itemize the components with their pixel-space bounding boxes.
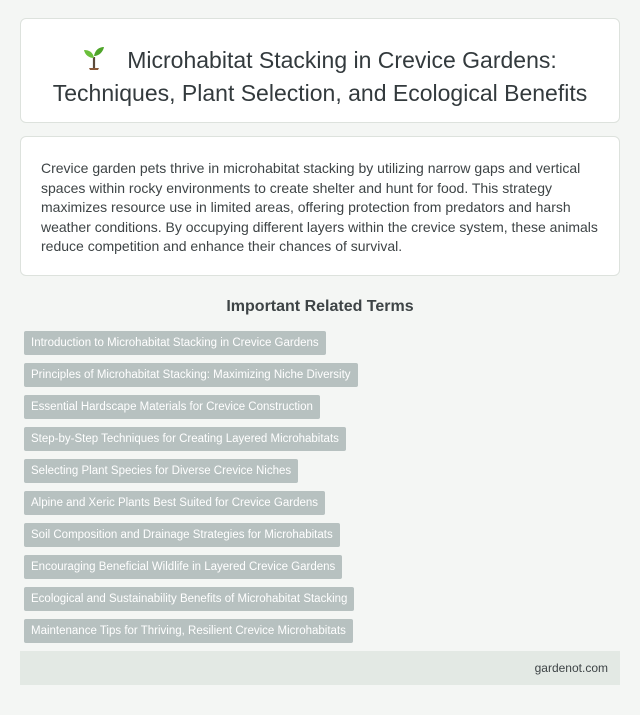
related-terms-heading: Important Related Terms — [226, 298, 414, 315]
sprout-icon — [83, 46, 105, 78]
related-term-tag[interactable]: Introduction to Microhabitat Stacking in Crevice Gardens — [24, 331, 326, 355]
related-term-tag[interactable]: Ecological and Sustainability Benefits of Microhabitat Stacking — [24, 587, 354, 611]
footer-site-link[interactable]: gardenot.com — [534, 661, 608, 675]
footer — [20, 651, 620, 685]
summary-card — [20, 136, 620, 276]
related-term-tag[interactable]: Essential Hardscape Materials for Crevice Construction — [24, 395, 320, 419]
related-term-tag[interactable]: Maintenance Tips for Thriving, Resilient Crevice Microhabitats — [24, 619, 353, 643]
related-terms-list — [20, 331, 620, 643]
related-term-tag[interactable]: Soil Composition and Drainage Strategies for Microhabitats — [24, 523, 340, 547]
related-term-tag[interactable]: Step-by-Step Techniques for Creating Layered Microhabitats — [24, 427, 346, 451]
related-term-tag[interactable]: Alpine and Xeric Plants Best Suited for Crevice Gardens — [24, 491, 325, 515]
page-title — [45, 45, 595, 109]
related-term-tag[interactable]: Principles of Microhabitat Stacking: Maximizing Niche Diversity — [24, 363, 358, 387]
related-term-tag[interactable]: Selecting Plant Species for Diverse Crevice Niches — [24, 459, 298, 483]
title-card — [20, 18, 620, 123]
summary-text: Crevice garden pets thrive in microhabitat stacking by utilizing narrow gaps and vertical spaces within rocky environments to create shelter and hunt for food. This strategy maximizes resource use in limited areas, offering protection from predators and harsh weather conditions. By occupying different layers within the crevice system, these animals reduce competition and enhance their chances of survival. — [41, 160, 598, 254]
related-term-tag[interactable]: Encouraging Beneficial Wildlife in Layered Crevice Gardens — [24, 555, 342, 579]
page-title-text: Microhabitat Stacking in Crevice Gardens: Techniques, Plant Selection, and Ecological Benefits — [52, 47, 588, 106]
